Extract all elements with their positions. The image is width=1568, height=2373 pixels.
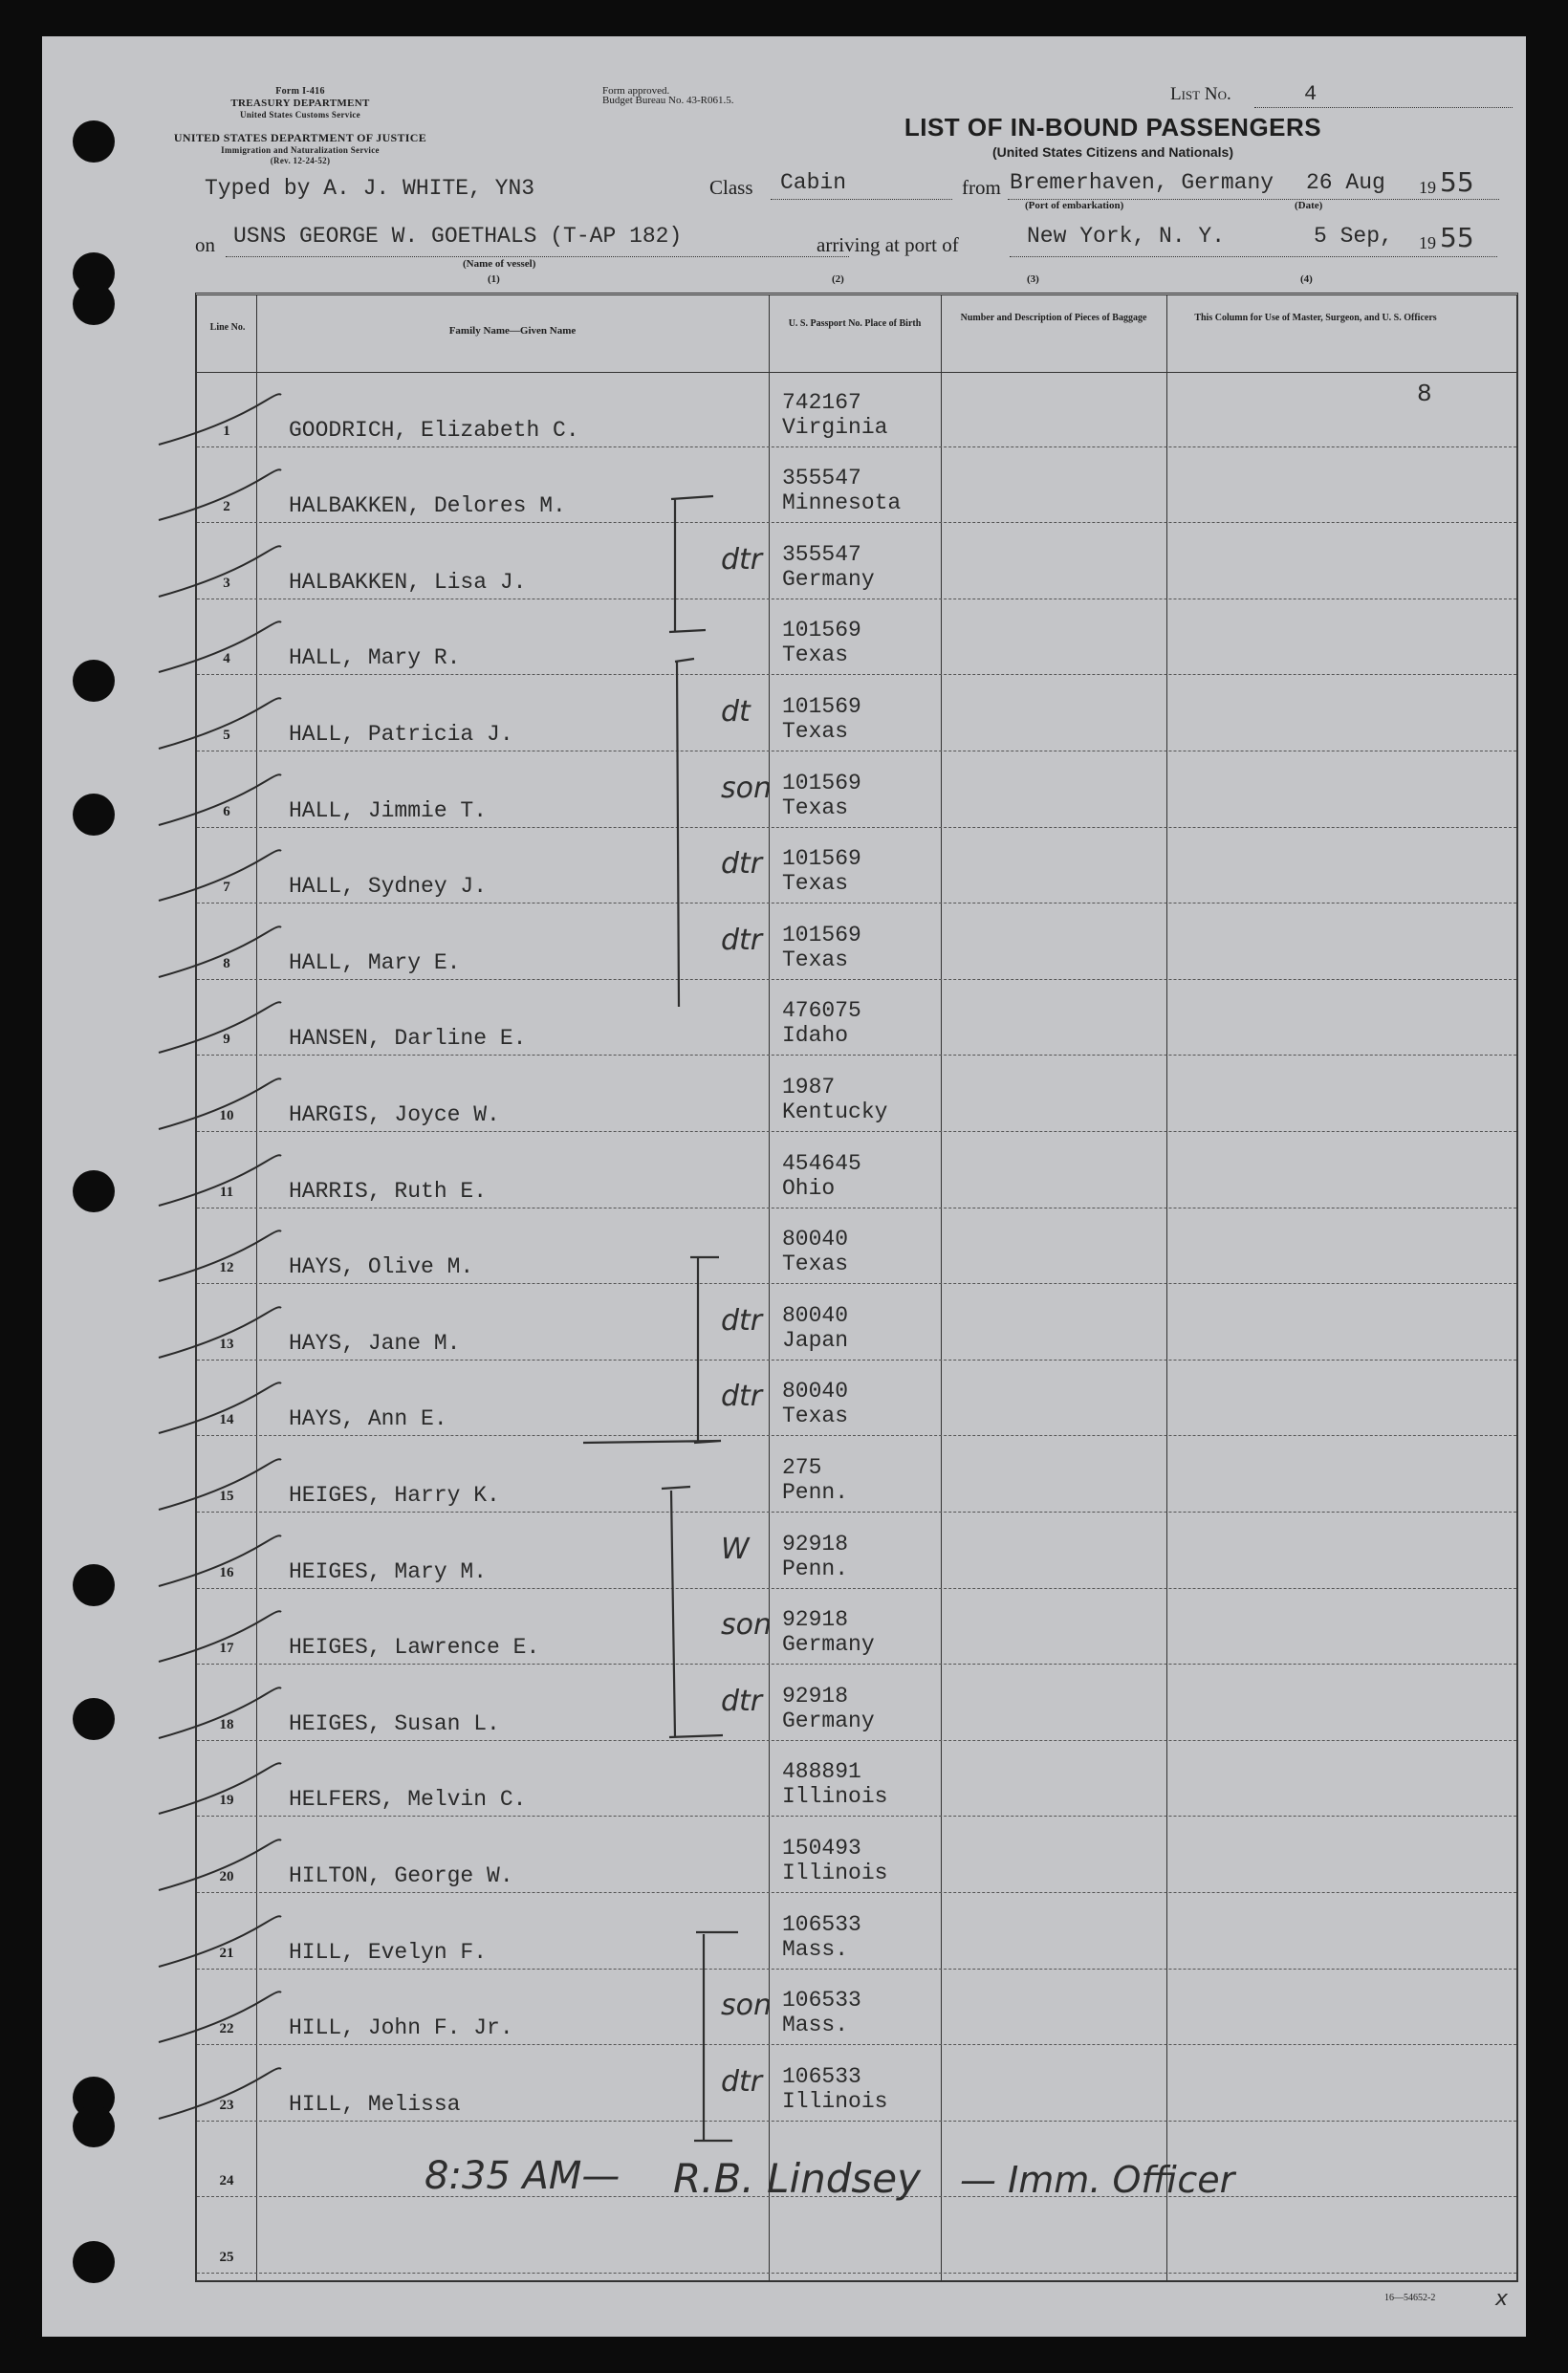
customs-service: United States Customs Service	[240, 110, 360, 120]
binder-hole	[73, 1170, 115, 1212]
form-subtitle: (United States Citizens and Nationals)	[991, 144, 1234, 160]
passenger-name: HEIGES, Susan L.	[289, 1710, 500, 1736]
from-label: from	[962, 176, 1001, 199]
passport-number: 101569	[782, 770, 861, 795]
port-of-embarkation: Bremerhaven, Germany	[1010, 170, 1274, 195]
row-number: 25	[219, 2249, 234, 2265]
signature-title: — Imm. Officer	[960, 2159, 1235, 2201]
treasury-dept: TREASURY DEPARTMENT	[230, 98, 370, 109]
row-number: 13	[219, 1336, 234, 1352]
place-of-birth: Idaho	[782, 1023, 849, 1049]
relationship-note: son	[721, 771, 772, 805]
arrival-year: 55	[1440, 222, 1474, 253]
row-number: 24	[219, 2173, 234, 2189]
passport-number: 150493	[782, 1835, 861, 1861]
embarkation-date: 26 Aug	[1306, 170, 1385, 195]
place-of-birth: Penn.	[782, 1479, 849, 1505]
passport-number: 106533	[782, 1988, 861, 2014]
passenger-name: HILL, Melissa	[289, 2091, 461, 2117]
row-number: 8	[223, 955, 230, 971]
passport-number: 101569	[782, 693, 861, 719]
form-revision: (Rev. 12-24-52)	[270, 156, 331, 165]
signature-name: R.B. Lindsey	[673, 2155, 921, 2202]
passport-number: 80040	[782, 1227, 849, 1252]
row-number: 6	[223, 803, 230, 819]
col-num-1: (1)	[488, 273, 500, 285]
place-of-birth: Texas	[782, 947, 849, 972]
passenger-name: HANSEN, Darline E.	[289, 1026, 527, 1052]
passport-number: 92918	[782, 1531, 849, 1557]
relationship-note: dtr	[721, 847, 763, 882]
place-of-birth: Illinois	[782, 1784, 888, 1810]
passport-number: 275	[782, 1454, 822, 1480]
relationship-note: dtr	[721, 2064, 763, 2099]
vessel-name: USNS GEORGE W. GOETHALS (T-AP 182)	[233, 224, 683, 249]
passenger-name: HAYS, Ann E.	[289, 1406, 447, 1432]
place-of-birth: Germany	[782, 1708, 875, 1733]
place-of-birth: Texas	[782, 1404, 849, 1429]
passport-number: 92918	[782, 1607, 849, 1633]
passenger-name: HELFERS, Melvin C.	[289, 1787, 527, 1813]
col-num-3: (3)	[1027, 273, 1039, 285]
passport-number: 355547	[782, 466, 861, 491]
passport-number: 106533	[782, 2063, 861, 2089]
place-of-birth: Mass.	[782, 2013, 849, 2038]
header-line-no: Line No.	[209, 322, 246, 333]
footer-mark: x	[1495, 2287, 1509, 2311]
typed-by: Typed by A. J. WHITE, YN3	[205, 176, 535, 201]
passport-number: 101569	[782, 922, 861, 947]
row-number: 21	[219, 1945, 234, 1961]
row-number: 2	[223, 499, 230, 515]
passport-number: 92918	[782, 1683, 849, 1709]
arrival-year-prefix: 19	[1419, 233, 1436, 252]
col-num-4: (4)	[1300, 273, 1313, 285]
passport-number: 454645	[782, 1150, 861, 1176]
relationship-note: dtr	[721, 1303, 763, 1338]
row-number: 9	[223, 1032, 230, 1048]
relationship-note: dtr	[721, 1684, 763, 1718]
row-number: 4	[223, 651, 230, 667]
class-label: Class	[709, 176, 753, 199]
passenger-name: HALL, Sydney J.	[289, 874, 488, 900]
footer-code: 16—54652-2	[1384, 2293, 1436, 2303]
class-value: Cabin	[780, 170, 847, 195]
passenger-name: HALL, Mary R.	[289, 645, 461, 671]
passenger-table	[195, 293, 1518, 2282]
row-number: 19	[219, 1793, 234, 1809]
relationship-note: W	[721, 1532, 750, 1566]
passenger-name: HARGIS, Joyce W.	[289, 1101, 500, 1127]
row-number: 14	[219, 1412, 234, 1428]
place-of-birth: Penn.	[782, 1556, 849, 1581]
passenger-name: HILL, John F. Jr.	[289, 2015, 513, 2041]
passenger-name: HALBAKKEN, Lisa J.	[289, 569, 527, 595]
arriving-label: arriving at port of	[817, 233, 959, 256]
passenger-name: HALBAKKEN, Delores M.	[289, 493, 566, 519]
place-of-birth: Minnesota	[782, 490, 902, 516]
list-label: List No.	[1170, 84, 1231, 104]
form-number: Form I-416	[275, 86, 325, 97]
place-of-birth: Ohio	[782, 1175, 836, 1201]
passenger-name: HEIGES, Lawrence E.	[289, 1635, 540, 1661]
place-of-birth: Illinois	[782, 1860, 888, 1885]
header-officers: This Column for Use of Master, Surgeon, and U. S. Officers	[1194, 313, 1437, 323]
row-number: 3	[223, 575, 230, 591]
family-brackets	[197, 295, 1516, 2280]
header-passport: U. S. Passport No. Place of Birth	[788, 318, 922, 329]
embarkation-year-prefix: 19	[1419, 178, 1436, 197]
row-number: 23	[219, 2097, 234, 2113]
relationship-note: dtr	[721, 923, 763, 957]
relationship-note: dtr	[721, 542, 763, 577]
vessel-caption: (Name of vessel)	[463, 258, 536, 270]
relationship-note: son	[721, 1608, 772, 1643]
manifest-page	[42, 36, 1526, 2337]
passenger-name: HEIGES, Mary M.	[289, 1558, 488, 1584]
passport-number: 742167	[782, 389, 861, 415]
passport-number: 101569	[782, 618, 861, 643]
binder-hole	[73, 794, 115, 836]
passport-number: 355547	[782, 541, 861, 567]
on-label: on	[195, 233, 215, 256]
row-number: 10	[219, 1107, 234, 1123]
binder-hole	[73, 2241, 115, 2283]
passenger-name: HAYS, Olive M.	[289, 1254, 474, 1280]
passport-number: 80040	[782, 1302, 849, 1328]
place-of-birth: Japan	[782, 1327, 849, 1353]
place-of-birth: Germany	[782, 566, 875, 592]
row-number: 5	[223, 727, 230, 743]
passenger-name: HILTON, George W.	[289, 1862, 513, 1888]
relationship-note: dt	[721, 694, 751, 729]
passport-number: 101569	[782, 846, 861, 872]
row-number: 16	[219, 1564, 234, 1580]
form-approved: Form approved.	[602, 85, 670, 97]
row-number: 1	[223, 423, 230, 439]
binder-hole	[73, 1698, 115, 1740]
ins-service: Immigration and Naturalization Service	[221, 145, 380, 155]
col-num-2: (2)	[832, 273, 844, 285]
binder-hole	[73, 660, 115, 702]
header-baggage: Number and Description of Pieces of Baggage	[960, 313, 1147, 323]
binder-hole	[73, 120, 115, 163]
arrival-date: 5 Sep,	[1314, 224, 1393, 249]
place-of-birth: Texas	[782, 795, 849, 820]
place-of-birth: Kentucky	[782, 1099, 888, 1124]
place-of-birth: Texas	[782, 1252, 849, 1277]
justice-dept: UNITED STATES DEPARTMENT OF JUSTICE	[173, 131, 427, 144]
date-caption: (Date)	[1295, 200, 1323, 211]
relationship-note: dtr	[721, 1380, 763, 1414]
row-number: 17	[219, 1641, 234, 1657]
place-of-birth: Mass.	[782, 1936, 849, 1962]
list-number: 4	[1304, 82, 1318, 106]
passport-number: 106533	[782, 1911, 861, 1937]
binder-hole	[73, 283, 115, 325]
row-number: 12	[219, 1260, 234, 1276]
officer-note: 8	[1417, 380, 1432, 408]
place-of-birth: Illinois	[782, 2088, 888, 2114]
relationship-note: son	[721, 1989, 772, 2023]
binder-hole	[73, 2105, 115, 2147]
passenger-name: HALL, Jimmie T.	[289, 797, 488, 823]
passenger-name: GOODRICH, Elizabeth C.	[289, 417, 579, 443]
passenger-name: HILL, Evelyn F.	[289, 1939, 488, 1965]
passport-number: 488891	[782, 1759, 861, 1785]
row-number: 22	[219, 2021, 234, 2037]
passport-number: 1987	[782, 1074, 836, 1099]
place-of-birth: Texas	[782, 642, 849, 668]
row-number: 15	[219, 1488, 234, 1504]
header-family-name: Family Name—Given Name	[448, 325, 577, 337]
passenger-name: HALL, Mary E.	[289, 949, 461, 975]
port-embarkation-caption: (Port of embarkation)	[1025, 200, 1124, 211]
place-of-birth: Texas	[782, 871, 849, 897]
embarkation-year: 55	[1440, 166, 1474, 198]
binder-hole	[73, 1564, 115, 1606]
passenger-name: HEIGES, Harry K.	[289, 1482, 500, 1508]
passport-number: 476075	[782, 998, 861, 1024]
place-of-birth: Germany	[782, 1632, 875, 1658]
passenger-name: HALL, Patricia J.	[289, 721, 513, 747]
row-number: 20	[219, 1868, 234, 1884]
signature-time: 8:35 AM—	[425, 2154, 621, 2198]
place-of-birth: Texas	[782, 718, 849, 744]
place-of-birth: Virginia	[782, 414, 888, 440]
passport-number: 80040	[782, 1379, 849, 1404]
row-number: 11	[219, 1184, 234, 1200]
passenger-name: HAYS, Jane M.	[289, 1330, 461, 1356]
row-number: 18	[219, 1716, 234, 1732]
passenger-name: HARRIS, Ruth E.	[289, 1178, 488, 1204]
budget-bureau: Budget Bureau No. 43-R061.5.	[602, 95, 734, 106]
row-number: 7	[223, 880, 230, 896]
arrival-port: New York, N. Y.	[1027, 224, 1226, 249]
form-title: LIST OF IN-BOUND PASSENGERS	[904, 113, 1322, 142]
